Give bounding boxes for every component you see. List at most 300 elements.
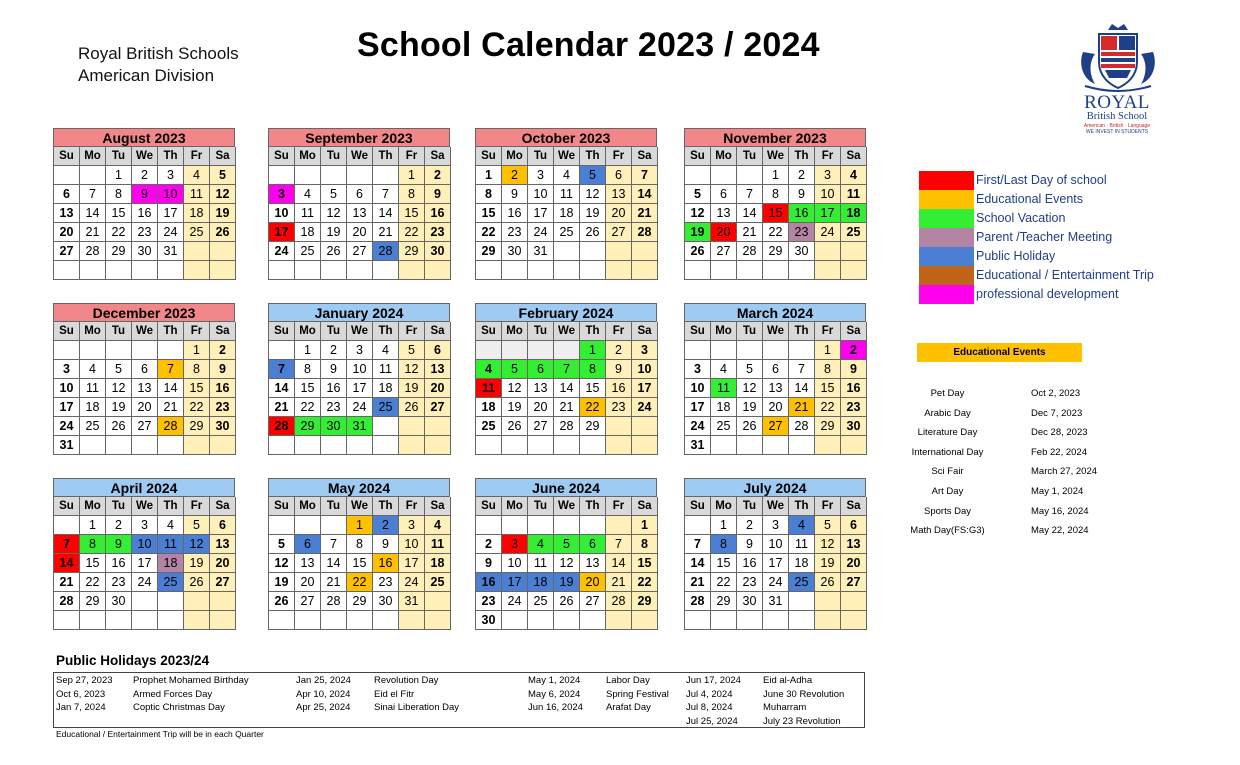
empty-cell — [476, 516, 502, 535]
month-title: October 2023 — [475, 128, 657, 147]
day-cell: 8 — [815, 360, 841, 379]
day-cell: 19 — [554, 573, 580, 592]
school-logo — [1067, 22, 1167, 137]
empty-cell — [158, 261, 184, 280]
day-cell: 23 — [132, 223, 158, 242]
day-cell: 7 — [321, 535, 347, 554]
day-cell: 20 — [425, 379, 451, 398]
day-cell: 23 — [425, 223, 451, 242]
event-name: Pet Day — [930, 388, 965, 399]
empty-cell — [789, 611, 815, 630]
month-title: December 2023 — [53, 303, 235, 322]
day-cell: 9 — [425, 185, 451, 204]
day-cell: 29 — [295, 417, 321, 436]
empty-cell — [373, 611, 399, 630]
day-cell: 3 — [347, 341, 373, 360]
weekday-header: Su — [476, 147, 502, 166]
day-cell: 15 — [80, 554, 106, 573]
day-cell: 7 — [54, 535, 80, 554]
legend-label: Parent /Teacher Meeting — [976, 230, 1113, 244]
holiday-date: Sep 27, 2023 — [56, 675, 113, 686]
weekday-header: Th — [789, 322, 815, 341]
weekday-header: We — [554, 497, 580, 516]
day-cell: 26 — [399, 398, 425, 417]
month-july-2024 — [684, 478, 866, 630]
event-name: Art Day — [931, 485, 964, 497]
empty-cell — [210, 592, 236, 611]
day-cell: 2 — [737, 516, 763, 535]
day-cell: 21 — [321, 573, 347, 592]
day-cell: 28 — [554, 417, 580, 436]
weekday-header: Mo — [80, 322, 106, 341]
day-cell: 29 — [711, 592, 737, 611]
day-cell: 14 — [80, 204, 106, 223]
day-cell: 18 — [425, 554, 451, 573]
day-cell: 30 — [321, 417, 347, 436]
empty-cell — [269, 436, 295, 455]
day-cell: 3 — [132, 516, 158, 535]
empty-cell — [295, 611, 321, 630]
empty-cell — [269, 341, 295, 360]
empty-cell — [606, 242, 632, 261]
empty-cell — [210, 611, 236, 630]
day-cell: 13 — [580, 554, 606, 573]
day-cell: 10 — [399, 535, 425, 554]
day-cell: 27 — [763, 417, 789, 436]
empty-cell — [80, 341, 106, 360]
day-cell: 29 — [580, 417, 606, 436]
legend-label: Public Holiday — [976, 249, 1056, 263]
day-cell: 25 — [476, 417, 502, 436]
day-cell: 18 — [789, 554, 815, 573]
day-cell: 6 — [210, 516, 236, 535]
day-cell: 9 — [502, 185, 528, 204]
month-august-2023 — [53, 128, 235, 280]
day-cell: 31 — [685, 436, 711, 455]
month-september-2023 — [268, 128, 450, 280]
day-cell: 1 — [184, 341, 210, 360]
holiday-date: Jun 16, 2024 — [528, 702, 583, 713]
day-cell: 25 — [711, 417, 737, 436]
day-cell: 10 — [632, 360, 658, 379]
day-cell: 13 — [210, 535, 236, 554]
day-cell: 26 — [737, 417, 763, 436]
empty-cell — [347, 611, 373, 630]
empty-cell — [295, 436, 321, 455]
holiday-name: Sinai Liberation Day — [374, 702, 460, 713]
day-cell: 7 — [632, 166, 658, 185]
day-cell: 1 — [632, 516, 658, 535]
weekday-header: Tu — [106, 322, 132, 341]
day-cell: 17 — [528, 204, 554, 223]
day-cell: 15 — [295, 379, 321, 398]
day-cell: 23 — [476, 592, 502, 611]
event-name: Math Day(FS:G3) — [910, 525, 985, 537]
day-cell: 29 — [763, 242, 789, 261]
day-cell: 15 — [184, 379, 210, 398]
day-cell: 20 — [580, 573, 606, 592]
day-cell: 19 — [399, 379, 425, 398]
day-cell: 31 — [54, 436, 80, 455]
day-cell: 10 — [54, 379, 80, 398]
empty-cell — [685, 261, 711, 280]
empty-cell — [685, 611, 711, 630]
empty-cell — [763, 261, 789, 280]
day-cell: 22 — [815, 398, 841, 417]
legend-label: Educational Events — [976, 192, 1084, 206]
day-cell: 6 — [841, 516, 867, 535]
empty-cell — [528, 611, 554, 630]
weekday-header: Sa — [841, 147, 867, 166]
day-cell: 8 — [106, 185, 132, 204]
weekday-header: Fr — [399, 322, 425, 341]
weekday-header: Tu — [528, 147, 554, 166]
day-cell: 6 — [528, 360, 554, 379]
empty-cell — [711, 436, 737, 455]
holiday-column — [296, 674, 351, 715]
day-cell: 9 — [321, 360, 347, 379]
empty-cell — [554, 436, 580, 455]
empty-cell — [210, 261, 236, 280]
day-cell: 20 — [528, 398, 554, 417]
weekday-header: Fr — [606, 147, 632, 166]
empty-cell — [295, 261, 321, 280]
empty-cell — [815, 611, 841, 630]
day-cell: 28 — [321, 592, 347, 611]
day-cell: 10 — [158, 185, 184, 204]
empty-cell — [54, 516, 80, 535]
holiday-name: Labor Day — [606, 675, 650, 686]
month-title: January 2024 — [268, 303, 450, 322]
day-cell: 27 — [841, 573, 867, 592]
day-cell: 8 — [632, 535, 658, 554]
empty-cell — [321, 436, 347, 455]
empty-cell — [80, 261, 106, 280]
empty-cell — [554, 261, 580, 280]
weekday-header: Th — [373, 322, 399, 341]
day-cell: 12 — [106, 379, 132, 398]
day-cell: 20 — [711, 223, 737, 242]
day-cell: 4 — [295, 185, 321, 204]
day-cell: 23 — [106, 573, 132, 592]
day-cell: 19 — [321, 223, 347, 242]
day-cell: 20 — [295, 573, 321, 592]
empty-cell — [476, 261, 502, 280]
holiday-name: Coptic Christmas Day — [133, 702, 225, 713]
day-cell: 5 — [685, 185, 711, 204]
day-cell: 6 — [580, 535, 606, 554]
day-cell: 25 — [80, 417, 106, 436]
empty-cell — [54, 611, 80, 630]
day-cell: 4 — [554, 166, 580, 185]
weekday-header: We — [763, 147, 789, 166]
day-cell: 27 — [580, 592, 606, 611]
day-cell: 30 — [210, 417, 236, 436]
empty-cell — [321, 261, 347, 280]
day-cell: 5 — [737, 360, 763, 379]
weekday-header: We — [763, 497, 789, 516]
day-cell: 28 — [80, 242, 106, 261]
day-cell: 5 — [210, 166, 236, 185]
day-cell: 17 — [269, 223, 295, 242]
holiday-date: Jul 8, 2024 — [686, 702, 733, 713]
day-cell: 13 — [425, 360, 451, 379]
empty-cell — [815, 592, 841, 611]
weekday-header: Su — [685, 147, 711, 166]
day-cell: 20 — [606, 204, 632, 223]
holiday-date: Apr 25, 2024 — [296, 702, 351, 713]
event-name: Literature Day — [917, 427, 978, 439]
empty-cell — [763, 436, 789, 455]
day-cell: 5 — [269, 535, 295, 554]
day-cell: 28 — [632, 223, 658, 242]
day-cell: 28 — [737, 242, 763, 261]
day-cell: 11 — [841, 185, 867, 204]
day-cell: 4 — [425, 516, 451, 535]
day-cell: 11 — [425, 535, 451, 554]
day-cell: 13 — [711, 204, 737, 223]
holiday-name: Eid el Fitr — [374, 688, 415, 700]
day-cell: 12 — [210, 185, 236, 204]
holiday-name: Armed Forces Day — [133, 688, 213, 700]
day-cell: 4 — [711, 360, 737, 379]
day-cell: 6 — [425, 341, 451, 360]
day-cell: 10 — [502, 554, 528, 573]
weekday-header: Th — [158, 147, 184, 166]
day-cell: 30 — [841, 417, 867, 436]
day-cell: 25 — [554, 223, 580, 242]
empty-cell — [425, 261, 451, 280]
empty-cell — [269, 166, 295, 185]
weekday-header: Su — [685, 497, 711, 516]
day-cell: 6 — [54, 185, 80, 204]
empty-cell — [580, 516, 606, 535]
day-cell: 8 — [80, 535, 106, 554]
empty-cell — [554, 611, 580, 630]
empty-cell — [580, 436, 606, 455]
day-cell: 18 — [711, 398, 737, 417]
day-cell: 10 — [132, 535, 158, 554]
empty-cell — [502, 341, 528, 360]
holiday-name: Prophet Mohamed Birthday — [133, 675, 249, 686]
day-cell: 18 — [528, 573, 554, 592]
day-cell: 11 — [373, 360, 399, 379]
day-cell: 16 — [132, 204, 158, 223]
legend-swatch — [919, 209, 974, 228]
day-cell: 21 — [737, 223, 763, 242]
day-cell: 17 — [763, 554, 789, 573]
legend-swatch — [919, 228, 974, 247]
day-cell: 21 — [54, 573, 80, 592]
empty-cell — [737, 166, 763, 185]
logo-name: ROYAL — [1084, 92, 1150, 113]
day-cell: 26 — [210, 223, 236, 242]
day-cell: 12 — [554, 554, 580, 573]
empty-cell — [321, 516, 347, 535]
day-cell: 24 — [158, 223, 184, 242]
day-cell: 4 — [841, 166, 867, 185]
day-cell: 25 — [373, 398, 399, 417]
day-cell: 27 — [711, 242, 737, 261]
holiday-name: July 23 Revolution — [763, 715, 841, 727]
month-title: May 2024 — [268, 478, 450, 497]
empty-cell — [737, 436, 763, 455]
day-cell: 28 — [606, 592, 632, 611]
day-cell: 23 — [373, 573, 399, 592]
empty-cell — [347, 166, 373, 185]
day-cell: 16 — [841, 379, 867, 398]
month-march-2024 — [684, 303, 866, 455]
day-cell: 18 — [554, 204, 580, 223]
day-cell: 22 — [106, 223, 132, 242]
day-cell: 17 — [158, 204, 184, 223]
day-cell: 31 — [763, 592, 789, 611]
day-cell: 2 — [373, 516, 399, 535]
day-cell: 13 — [841, 535, 867, 554]
day-cell: 22 — [580, 398, 606, 417]
weekday-header: Fr — [815, 322, 841, 341]
empty-cell — [54, 261, 80, 280]
holiday-column — [133, 674, 249, 715]
day-cell: 5 — [321, 185, 347, 204]
day-cell: 17 — [399, 554, 425, 573]
day-cell: 16 — [789, 204, 815, 223]
empty-cell — [269, 611, 295, 630]
day-cell: 12 — [399, 360, 425, 379]
day-cell: 14 — [554, 379, 580, 398]
empty-cell — [425, 592, 451, 611]
weekday-header: Fr — [606, 497, 632, 516]
holiday-column — [374, 674, 459, 715]
day-cell: 14 — [158, 379, 184, 398]
event-name: Arabic Day — [924, 407, 971, 419]
day-cell: 13 — [54, 204, 80, 223]
weekday-header: Tu — [737, 147, 763, 166]
empty-cell — [632, 242, 658, 261]
holiday-date: May 6, 2024 — [528, 688, 581, 700]
day-cell: 31 — [528, 242, 554, 261]
empty-cell — [321, 611, 347, 630]
empty-cell — [763, 341, 789, 360]
weekday-header: Tu — [321, 322, 347, 341]
day-cell: 1 — [815, 341, 841, 360]
day-cell: 9 — [476, 554, 502, 573]
day-cell: 1 — [399, 166, 425, 185]
empty-cell — [789, 436, 815, 455]
page-title: School Calendar 2023 / 2024 — [357, 26, 820, 64]
empty-cell — [711, 341, 737, 360]
weekday-header: Su — [54, 147, 80, 166]
day-cell: 25 — [789, 573, 815, 592]
day-cell: 22 — [476, 223, 502, 242]
day-cell: 22 — [763, 223, 789, 242]
day-cell: 12 — [685, 204, 711, 223]
day-cell: 10 — [269, 204, 295, 223]
day-cell: 25 — [295, 242, 321, 261]
day-cell: 14 — [685, 554, 711, 573]
day-cell: 1 — [580, 341, 606, 360]
day-cell: 11 — [184, 185, 210, 204]
day-cell: 3 — [528, 166, 554, 185]
weekday-header: We — [132, 322, 158, 341]
day-cell: 21 — [789, 398, 815, 417]
day-cell: 9 — [106, 535, 132, 554]
empty-cell — [632, 611, 658, 630]
day-cell: 15 — [632, 554, 658, 573]
empty-cell — [580, 242, 606, 261]
day-cell: 23 — [502, 223, 528, 242]
empty-cell — [685, 341, 711, 360]
day-cell: 1 — [347, 516, 373, 535]
day-cell: 15 — [763, 204, 789, 223]
empty-cell — [502, 261, 528, 280]
holiday-date: May 1, 2024 — [528, 675, 581, 686]
month-title: February 2024 — [475, 303, 657, 322]
day-cell: 30 — [476, 611, 502, 630]
weekday-header: We — [763, 322, 789, 341]
day-cell: 4 — [80, 360, 106, 379]
day-cell: 8 — [580, 360, 606, 379]
day-cell: 26 — [580, 223, 606, 242]
weekday-header: Mo — [711, 147, 737, 166]
weekday-header: Sa — [841, 322, 867, 341]
day-cell: 12 — [184, 535, 210, 554]
day-cell: 2 — [502, 166, 528, 185]
legend-label: professional development — [976, 287, 1119, 301]
weekday-header: Th — [580, 147, 606, 166]
empty-cell — [815, 261, 841, 280]
day-cell: 2 — [210, 341, 236, 360]
empty-cell — [841, 436, 867, 455]
empty-cell — [132, 611, 158, 630]
day-cell: 15 — [347, 554, 373, 573]
weekday-header: Mo — [80, 147, 106, 166]
day-cell: 29 — [632, 592, 658, 611]
day-cell: 23 — [321, 398, 347, 417]
day-cell: 29 — [399, 242, 425, 261]
weekday-header: Su — [476, 322, 502, 341]
weekday-header: Mo — [295, 322, 321, 341]
day-cell: 28 — [373, 242, 399, 261]
day-cell: 19 — [685, 223, 711, 242]
day-cell: 13 — [295, 554, 321, 573]
day-cell: 27 — [210, 573, 236, 592]
day-cell: 30 — [789, 242, 815, 261]
day-cell: 24 — [269, 242, 295, 261]
day-cell: 17 — [685, 398, 711, 417]
day-cell: 5 — [554, 535, 580, 554]
day-cell: 18 — [295, 223, 321, 242]
day-cell: 23 — [606, 398, 632, 417]
weekday-header: Tu — [321, 147, 347, 166]
day-cell: 13 — [132, 379, 158, 398]
weekday-header: We — [347, 147, 373, 166]
empty-cell — [606, 436, 632, 455]
event-date: Dec 28, 2023 — [1031, 427, 1088, 439]
day-cell: 18 — [184, 204, 210, 223]
day-cell: 31 — [399, 592, 425, 611]
day-cell: 29 — [815, 417, 841, 436]
empty-cell — [632, 436, 658, 455]
weekday-header: Su — [269, 322, 295, 341]
empty-cell — [476, 436, 502, 455]
day-cell: 26 — [554, 592, 580, 611]
day-cell: 2 — [789, 166, 815, 185]
day-cell: 25 — [184, 223, 210, 242]
day-cell: 29 — [184, 417, 210, 436]
empty-cell — [80, 611, 106, 630]
legend-label: First/Last Day of school — [976, 173, 1107, 187]
